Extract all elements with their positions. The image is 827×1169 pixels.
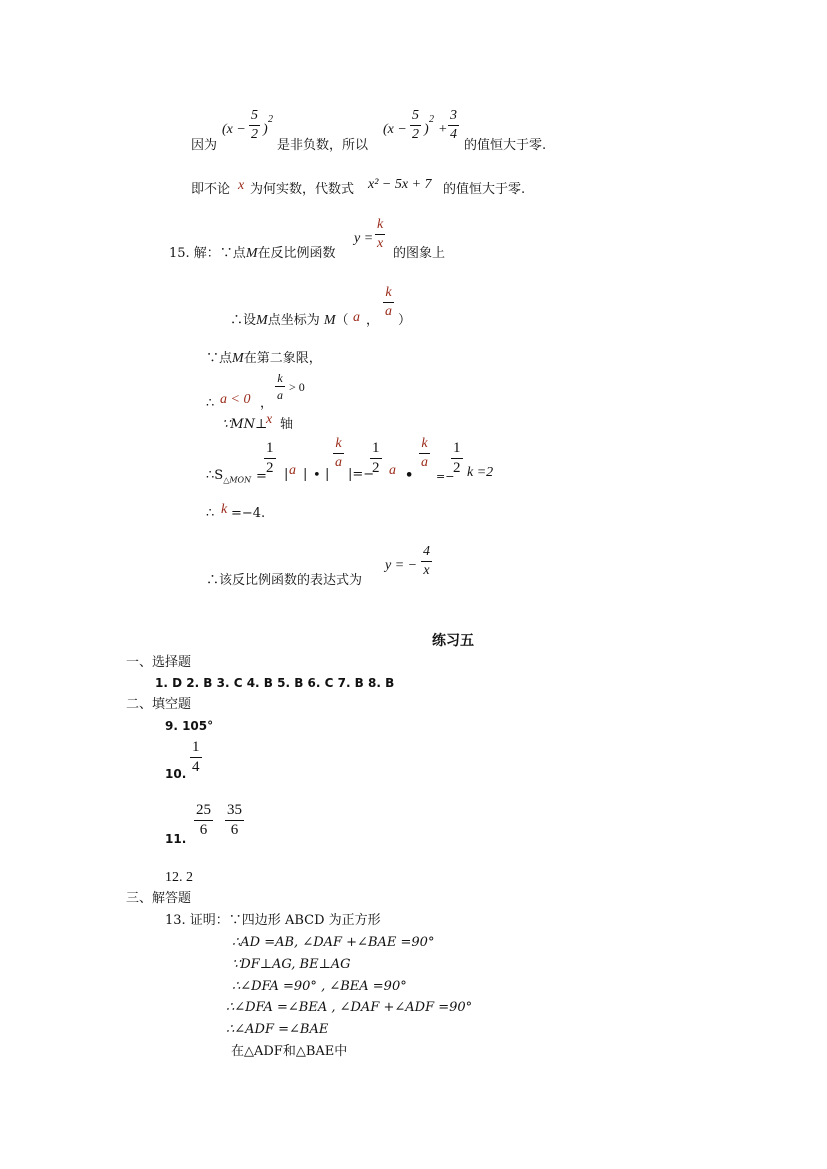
fraction-den: a xyxy=(335,455,342,470)
abs-close-neg: |=− xyxy=(348,467,375,482)
fraction-num: k xyxy=(421,436,428,451)
comma-a: ， xyxy=(260,396,274,411)
a-less-than-zero: a < 0 xyxy=(220,392,251,407)
expr-close-1: ) xyxy=(263,122,268,137)
section-solve: 三、解答题 xyxy=(126,891,192,906)
fraction-num: 35 xyxy=(227,802,242,818)
coord-close: ） xyxy=(398,313,412,328)
q15-label: 15. 解：∵点M在反比例函数 xyxy=(169,246,336,261)
abs-close: | xyxy=(303,467,308,482)
fraction-den: 2 xyxy=(266,460,274,476)
mn-perp: ∵MN⊥ xyxy=(222,417,268,432)
section-fill: 二、填空题 xyxy=(126,697,192,712)
fraction-k-a-3 xyxy=(333,437,344,470)
fraction-5-2-b xyxy=(410,109,421,142)
exponent-2: 2 xyxy=(429,114,434,125)
fraction-k-a-4 xyxy=(419,437,430,470)
fraction-num: 5 xyxy=(412,108,419,123)
fraction-num: k xyxy=(385,285,392,300)
fraction-den: 6 xyxy=(230,822,239,838)
fraction-num: 25 xyxy=(196,802,211,818)
x-axis-var: x xyxy=(266,412,273,427)
dot-1: • xyxy=(313,468,321,483)
abs-open: | xyxy=(284,467,289,482)
fraction-num: 3 xyxy=(450,108,457,123)
expr-open-2: (x − xyxy=(383,122,407,137)
k-equals-m4: =−4. xyxy=(231,506,266,521)
therefore-a: ∴ xyxy=(206,396,215,411)
answer-9: 9. 105° xyxy=(165,719,214,733)
real-number-text: 为何实数，代数式 xyxy=(250,182,355,197)
graph-text: 的图象上 xyxy=(393,246,446,261)
eq-neg: =− xyxy=(436,470,455,483)
abs-open-2: | xyxy=(325,467,330,482)
fraction-k-a-1 xyxy=(383,286,394,319)
section-choice: 一、选择题 xyxy=(126,655,192,670)
fraction-den: x xyxy=(423,563,430,578)
mid-a: a xyxy=(389,463,396,478)
coord-a: a xyxy=(353,310,360,325)
section-title: 练习五 xyxy=(432,633,474,649)
greater-than-zero: > 0 xyxy=(289,380,305,394)
answer-11-label: 11. xyxy=(165,832,187,846)
plus-sign: + xyxy=(438,122,448,137)
area-label: $\therefore S_{\triangle MON}$ xyxy=(206,468,252,485)
k-var: k xyxy=(221,502,228,517)
fraction-3-4 xyxy=(448,109,459,142)
abs-a: a xyxy=(289,463,296,478)
fraction-den: 2 xyxy=(453,460,461,476)
fraction-1-2-c xyxy=(451,441,463,476)
answer-12: 12. 2 xyxy=(165,870,193,885)
fraction-5-2-a xyxy=(249,109,260,142)
y-eq-neg: y = − xyxy=(385,558,418,573)
polynomial: x² − 5x + 7 xyxy=(368,177,432,192)
fraction-k-a-2 xyxy=(275,372,285,401)
fraction-35-6 xyxy=(225,803,244,838)
fraction-num: 1 xyxy=(372,440,380,456)
value-positive-text: 的值恒大于零. xyxy=(464,138,547,153)
fraction-den: 2 xyxy=(412,127,419,142)
because-text: 因为 xyxy=(191,138,218,153)
quadrant-text: ∵点M在第二象限， xyxy=(206,351,322,366)
fraction-den: 6 xyxy=(199,822,208,838)
proof-line-1: 13. 证明：∵四边形 ABCD 为正方形 xyxy=(165,913,381,928)
nonneg-text: 是非负数，所以 xyxy=(277,138,369,153)
fraction-4-x xyxy=(421,545,432,578)
fraction-den: a xyxy=(421,455,428,470)
proof-line-7: 在△ADF和△BAE中 xyxy=(231,1044,348,1059)
fraction-num: 1 xyxy=(266,440,274,456)
answer-10-label: 10. xyxy=(165,767,187,781)
fraction-den: 4 xyxy=(192,759,200,775)
value-positive-text-2: 的值恒大于零. xyxy=(443,182,526,197)
proof-line-4: ∴∠DFA =90° , ∠BEA =90° xyxy=(232,979,407,994)
choice-answers: 1. D 2. B 3. C 4. B 5. B 6. C 7. B 8. B xyxy=(155,676,395,690)
fraction-25-6 xyxy=(194,803,213,838)
expr-close-2: ) xyxy=(424,122,429,137)
fraction-den: 2 xyxy=(251,127,258,142)
fraction-den: a xyxy=(385,304,392,319)
exponent-1: 2 xyxy=(268,114,273,125)
fraction-num: 1 xyxy=(453,440,461,456)
fraction-num: 4 xyxy=(423,544,430,559)
expression-text: ∴该反比例函数的表达式为 xyxy=(206,573,363,588)
variable-x: x xyxy=(238,178,245,193)
fraction-num: k xyxy=(335,436,342,451)
regardless-text: 即不论 xyxy=(191,182,231,197)
dot-2: • xyxy=(405,468,414,483)
expr-open-1: (x − xyxy=(222,122,246,137)
therefore-k: ∴ xyxy=(206,506,215,521)
fraction-num: k xyxy=(377,217,384,232)
fraction-den: 4 xyxy=(450,127,457,142)
fraction-1-2-b xyxy=(370,441,382,476)
fraction-den: 2 xyxy=(372,460,380,476)
fraction-k-x xyxy=(375,218,385,251)
set-coord-text: ∴设M点坐标为 M（ xyxy=(230,313,349,328)
proof-line-5: ∴∠DFA =∠BEA , ∠DAF +∠ADF =90° xyxy=(226,1000,473,1015)
fraction-num: k xyxy=(277,371,283,385)
fraction-den: x xyxy=(377,236,384,251)
fraction-den: a xyxy=(277,388,283,402)
y-equals: y = xyxy=(354,231,374,246)
axis-text: 轴 xyxy=(280,417,294,432)
fraction-num: 5 xyxy=(251,108,258,123)
fraction-1-4 xyxy=(190,740,202,775)
fraction-num: 1 xyxy=(192,739,200,755)
proof-line-2: ∴AD =AB, ∠DAF +∠BAE =90° xyxy=(232,935,435,950)
proof-line-3: ∵DF⊥AG, BE⊥AG xyxy=(232,957,351,972)
k-equals-2: k =2 xyxy=(467,465,494,480)
proof-line-6: ∴∠ADF =∠BAE xyxy=(226,1022,329,1037)
area-eq: = xyxy=(256,469,267,484)
fraction-1-2-a xyxy=(264,441,276,476)
coord-comma: ， xyxy=(366,313,380,328)
